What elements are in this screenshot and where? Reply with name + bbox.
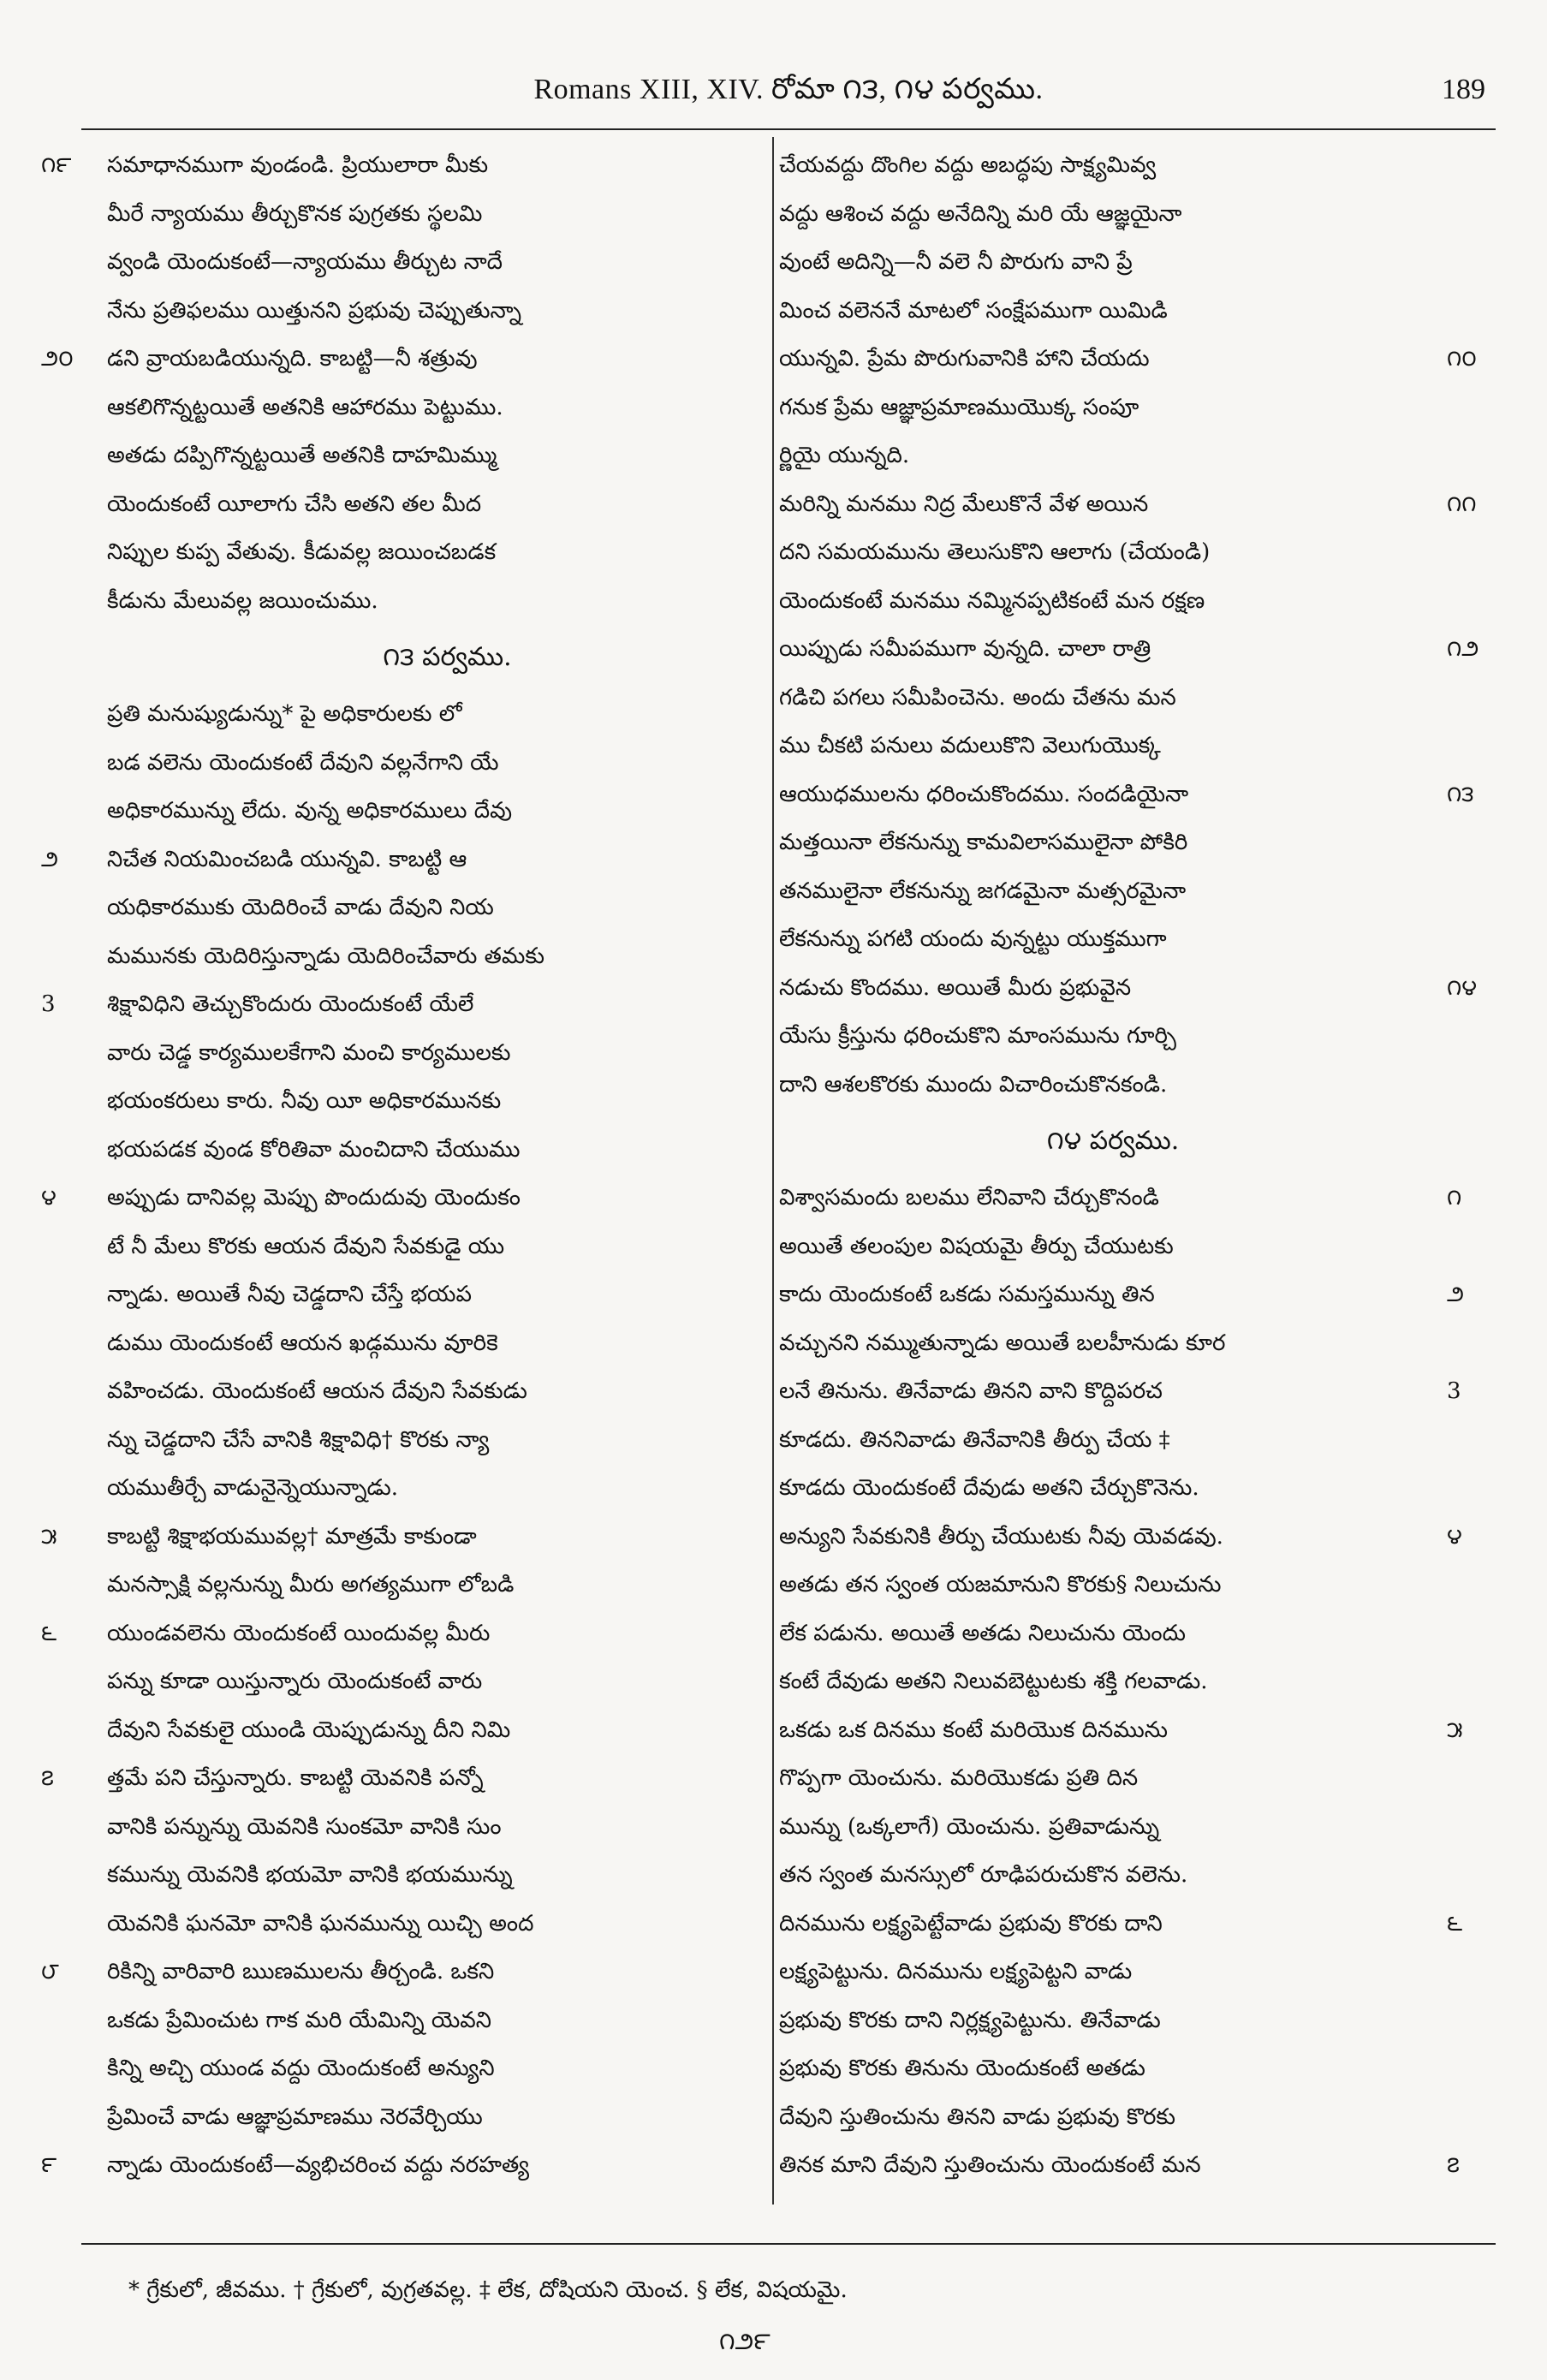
verse-number: ౧౦ [1447, 346, 1477, 372]
text-line: వ్వండి యెందుకంటే—న్యాయము తీర్చుట నాదే [107, 249, 503, 275]
left-verse-numbers [41, 141, 101, 2192]
text-line: అతడు తన స్వంత యజమానుని కొరకు§ నిలుచును [779, 1572, 1222, 1598]
verse-number: 3 [1447, 1378, 1461, 1404]
text-line: మీరే న్యాయము తీర్చుకొనక పుగ్రతకు స్థలమి [107, 200, 483, 227]
text-line: నడుచు కొందము. అయితే మీరు ప్రభువైన [779, 974, 1132, 1001]
text-line: త్తమే పని చేస్తున్నారు. కాబట్టి యెవనికి పన్నో [107, 1765, 484, 1791]
footnote-rule [81, 2243, 1496, 2245]
verse-number: ౧౩ [1447, 781, 1474, 807]
text-line: యెవనికి ఘనమో వానికి ఘనమున్ను యిచ్చి అంద [107, 1910, 534, 1937]
text-line: ర్ణియై యున్నది. [779, 443, 910, 468]
text-line: బడ వలెను యెందుకంటే దేవుని వల్లనేగాని యే [107, 749, 499, 776]
verse-number: ౧౨ [1447, 636, 1479, 662]
text-line: వద్దు ఆశించ వద్దు అనేదిన్ని మరి యే ఆజ్ఞయైనా [779, 200, 1182, 227]
text-line: ఒకడు ఒక దినము కంటే మరియొక దినమును [779, 1717, 1168, 1743]
verse-number: ౯ [41, 2152, 57, 2178]
text-line: అతడు దప్పిగొన్నట్టయితే అతనికి దాహమిమ్ము [107, 443, 497, 468]
verse-number: ౫ [41, 1523, 57, 1550]
text-line: యున్నవి. ప్రేమ పొరుగువానికి హాని చేయదు [779, 346, 1150, 372]
text-line: కమున్ను యెవనికి భయమో వానికి భయమున్ను [107, 1862, 513, 1888]
text-line: వారు చెడ్డ కార్యములకేగాని మంచి కార్యములకు [107, 1039, 511, 1066]
text-line: న్ను చెడ్డదాని చేసే వానికి శిక్షావిధి† కొరకు న్యా [107, 1426, 490, 1453]
text-line: రికిన్ని వారివారి ఋణములను తీర్చండి. ఒకని [107, 1959, 495, 1984]
text-line: వచ్చునని నమ్ముతున్నాడు అయితే బలహీనుడు కూర [779, 1330, 1226, 1356]
text-line: కాబట్టి శిక్షాభయమువల్ల† మాత్రమే కాకుండా [107, 1523, 477, 1550]
text-line: నిచేత నియమించబడి యున్నవి. కాబట్టి ఆ [107, 846, 467, 872]
text-line: అయితే తలంపుల విషయమై తీర్పు చేయుటకు [779, 1233, 1174, 1259]
right-verse-numbers [1447, 141, 1507, 2192]
text-line: తినక మాని దేవుని స్తుతించును యెందుకంటే మన [779, 2152, 1201, 2178]
chapter-heading: ౧౩ పర్వము. [383, 642, 512, 672]
text-line: వుంటే అదిన్ని—నీ వలె నీ పొరుగు వాని ప్రే [779, 249, 1133, 275]
text-line: ప్రతి మనుష్యుడున్ను* పై అధికారులకు లో [107, 701, 462, 727]
text-line: ప్రభువు కొరకు దాని నిర్లక్ష్యపెట్టును. తినేవాడు [779, 2007, 1161, 2033]
chapter-heading: ౧౪ పర్వము. [1046, 1126, 1180, 1156]
text-line: లేక పడును. అయితే అతడు నిలుచును యెందు [779, 1620, 1186, 1646]
verse-number: ౨ [1447, 1282, 1465, 1307]
text-line: ఆకలిగొన్నట్టయితే అతనికి ఆహారము పెట్టుము. [107, 394, 503, 420]
text-line: యధికారముకు యెదిరించే వాడు దేవుని నియ [107, 895, 494, 920]
text-line: సమాధానముగా వుండండి. ప్రియులారా మీకు [107, 152, 489, 178]
text-line: యుండవలెను యెందుకంటే యిందువల్ల మీరు [107, 1620, 491, 1646]
verse-number: ౧౧ [1447, 491, 1477, 517]
text-line: కాదు యెందుకంటే ఒకడు సమస్తమున్ను తిన [779, 1282, 1155, 1307]
text-line: నిప్పుల కుప్ప వేతువు. కీడువల్ల జయించబడక [107, 539, 497, 565]
text-line: దాని ఆశలకొరకు ముందు విచారించుకొనకండి. [779, 1071, 1168, 1098]
text-line: విశ్వాసమందు బలము లేనివాని చేర్చుకొనండి [779, 1185, 1159, 1211]
text-line: యేసు క్రీస్తును ధరించుకొని మాంసమును గూర్చి [779, 1023, 1176, 1049]
text-line: ము చీకటి పనులు వదులుకొని వెలుగుయొక్క [779, 733, 1161, 759]
text-line: చేయవద్దు దొంగిల వద్దు అబద్ధపు సాక్ష్యమివ్వ [779, 152, 1157, 178]
column-divider [772, 137, 774, 2204]
text-line: కూడదు యెందుకంటే దేవుడు అతని చేర్చుకొనెను. [779, 1475, 1199, 1501]
text-line: మున్ను (ఒక్కలాగే) యెంచును. ప్రతివాడున్ను [779, 1813, 1160, 1840]
text-line: యెందుకంటే మనము నమ్మినప్పటికంటే మన రక్షణ [779, 587, 1205, 614]
verse-number: ౫ [1447, 1717, 1463, 1743]
text-line: కిన్ని అచ్చి యుండ వద్దు యెందుకంటే అన్యుని [107, 2056, 495, 2081]
verse-number: ౪ [1447, 1523, 1462, 1550]
text-line: యముతీర్చే వాడునైన్నెయున్నాడు. [107, 1475, 398, 1501]
text-line: దని సమయమును తెలుసుకొని ఆలాగు (చేయండి) [779, 539, 1211, 565]
verse-number: ౭ [1447, 2152, 1460, 2178]
text-line: గనుక ప్రేమ ఆజ్ఞాప్రమాణముయొక్క సంపూ [779, 394, 1139, 420]
text-line: ప్రభువు కొరకు తినును యెందుకంటే అతడు [779, 2056, 1145, 2081]
text-line: యిప్పుడు సమీపముగా వున్నది. చాలా రాత్రి [779, 636, 1151, 662]
text-line: మనస్సాక్షి వల్లనున్ను మీరు అగత్యముగా లోబడి [107, 1572, 515, 1598]
text-line: భయపడక వుండ కోరితివా మంచిదాని చేయుము [107, 1136, 521, 1163]
text-line: మించ వలెననే మాటలో సంక్షేపముగా యిమిడి [779, 297, 1168, 324]
signature-mark: ౧౨౯ [719, 2327, 771, 2355]
text-line: కీడును మేలువల్ల జయించుము. [107, 587, 378, 614]
text-line: లనే తినును. తినేవాడు తినని వాని కొద్దిపరచ [779, 1378, 1163, 1404]
text-line: కూడదు. తిననివాడు తినేవానికి తీర్పు చేయ ‡ [779, 1426, 1170, 1453]
text-line: ప్రేమించే వాడు ఆజ్ఞాప్రమాణము నెరవేర్చియు [107, 2103, 483, 2130]
text-line: గొప్పగా యెంచును. మరియొకడు ప్రతి దిన [779, 1765, 1139, 1791]
left-column [107, 141, 788, 2192]
text-line: ఆయుధములను ధరించుకొందము. సందడియైనా [779, 781, 1189, 807]
verse-number: ౮ [41, 1959, 59, 1984]
text-line: పన్ను కూడా యిస్తున్నారు యెందుకంటే వారు [107, 1669, 483, 1694]
text-line: భయంకరులు కారు. నీవు యీ అధికారమునకు [107, 1088, 502, 1114]
footnotes: * గ్రేకులో, జీవము. † గ్రేకులో, వుగ్రతవల్ల. ‡ లేక, దోషియని యెంచ. § లేక, విషయమై. [128, 2277, 848, 2303]
text-line: నేను ప్రతిఫలము యిత్తునని ప్రభువు చెప్పుతున్నా [107, 297, 522, 324]
text-line: న్నాడు యెందుకంటే—వ్యభిచరించ వద్దు నరహత్య [107, 2152, 530, 2178]
text-line: యెందుకంటే యీలాగు చేసి అతని తల మీద [107, 491, 482, 517]
text-line: లక్ష్యపెట్టును. దినమును లక్ష్యపెట్టని వాడు [779, 1959, 1133, 1984]
header-rule [81, 128, 1496, 130]
text-line: దేవుని స్తుతించును తినని వాడు ప్రభువు కొరకు [779, 2103, 1175, 2130]
text-line: దేవుని సేవకులై యుండి యెప్పుడున్ను దీని నిమి [107, 1717, 511, 1743]
verse-number: ౨ [41, 846, 59, 872]
text-line: టే నీ మేలు కొరకు ఆయన దేవుని సేవకుడై యు [107, 1233, 505, 1259]
text-line: మరిన్ని మనము నిద్ర మేలుకొనే వేళ అయిన [779, 491, 1149, 517]
text-line: తనములైనా లేకనున్ను జగడమైనా మత్సరమైనా [779, 878, 1187, 904]
verse-number: ౧౪ [1447, 974, 1478, 1001]
verse-number: ౨౦ [41, 346, 74, 372]
text-line: మమునకు యెదిరిస్తున్నాడు యెదిరించేవారు తమకు [107, 943, 544, 969]
text-line: డని వ్రాయబడియున్నది. కాబట్టి—నీ శత్రువు [107, 346, 478, 372]
text-line: న్నాడు. అయితే నీవు చెడ్డదాని చేస్తే భయప [107, 1282, 472, 1307]
text-line: శిక్షావిధిని తెచ్చుకొందురు యెందుకంటే యేలే [107, 991, 474, 1017]
text-line: అన్యుని సేవకునికి తీర్పు చేయుటకు నీవు యెవడవు. [779, 1523, 1223, 1550]
text-line: లేకనున్ను పగటి యందు వున్నట్టు యుక్తముగా [779, 926, 1167, 952]
text-line: వహించడు. యెందుకంటే ఆయన దేవుని సేవకుడు [107, 1378, 527, 1404]
right-column [779, 141, 1447, 2192]
text-line: మత్తయినా లేకనున్ను కామవిలాసములైనా పోకిరి [779, 830, 1188, 855]
verse-number: 3 [41, 991, 56, 1017]
verse-number: ౬ [1447, 1910, 1463, 1937]
text-line: దినమును లక్ష్యపెట్టేవాడు ప్రభువు కొరకు దాని [779, 1910, 1163, 1937]
verse-number: ౧ [1447, 1185, 1462, 1211]
text-line: కంటే దేవుడు అతని నిలువబెట్టుటకు శక్తి గలవాడు. [779, 1669, 1208, 1694]
text-line: తన స్వంత మనస్సులో రూఢిపరుచుకొన వలెను. [779, 1862, 1188, 1888]
text-line: డుము యెందుకంటే ఆయన ఖడ్గమును వూరికె [107, 1330, 498, 1356]
running-header [81, 67, 1496, 127]
text-line: అప్పుడు దానివల్ల మెప్పు పొందుదువు యెందుకం [107, 1185, 521, 1211]
verse-number: ౬ [41, 1620, 57, 1646]
page-number: 189 [1442, 74, 1485, 105]
header-title: Romans XIII, XIV. రోమా ౧౩, ౧౪ పర్వము. [533, 74, 1044, 105]
text-line: వానికి పన్నున్ను యెవనికి సుంకమో వానికి సుం [107, 1813, 502, 1840]
text-line: గడిచి పగలు సమీపించెను. అందు చేతను మన [779, 684, 1176, 711]
text-line: ఒకడు ప్రేమించుట గాక మరి యేమిన్ని యెవని [107, 2007, 492, 2033]
verse-number: ౭ [41, 1765, 54, 1791]
verse-number: ౧౯ [41, 152, 72, 178]
verse-number: ౪ [41, 1185, 57, 1211]
text-line: అధికారమున్ను లేదు. వున్న అధికారములు దేవు [107, 798, 513, 824]
